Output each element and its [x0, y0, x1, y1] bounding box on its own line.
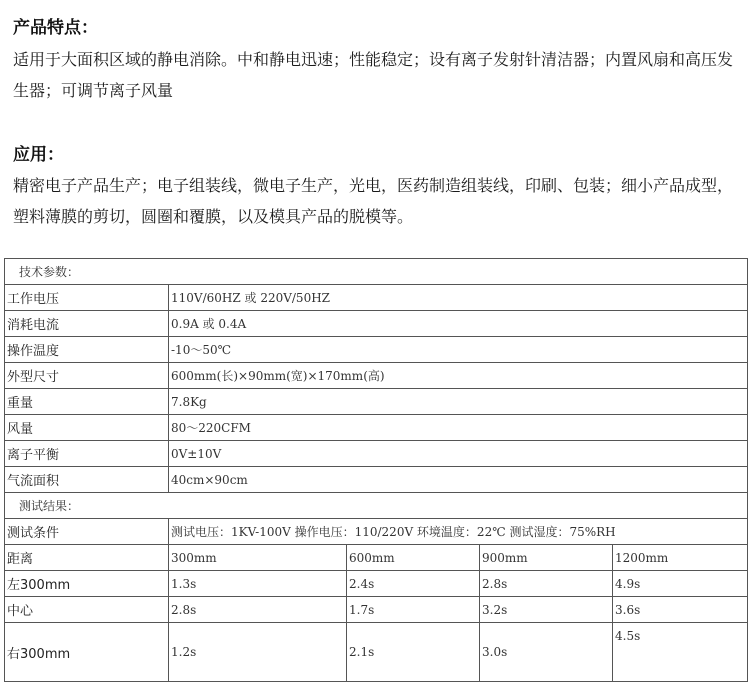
spec-value: 0V±10V [169, 441, 748, 467]
spec-label: 风量 [5, 415, 169, 441]
features-title: 产品特点： [13, 18, 98, 38]
result-cell: 2.8s [169, 597, 347, 623]
result-row [5, 571, 748, 597]
spec-table [4, 258, 748, 682]
spec-row [5, 311, 748, 337]
result-row [5, 623, 748, 682]
result-cell: 4.9s [613, 571, 748, 597]
distance-cell: 300mm [169, 545, 347, 571]
spec-label: 离子平衡 [5, 441, 169, 467]
result-cell: 2.4s [347, 571, 480, 597]
spec-value: 0.9A 或 0.4A [169, 311, 748, 337]
result-cell: 1.3s [169, 571, 347, 597]
spec-value: 110V/60HZ 或 220V/50HZ [169, 285, 748, 311]
spec-label: 工作电压 [5, 285, 169, 311]
result-cell: 1.2s [169, 623, 347, 682]
test-condition-value: 测试电压：1KV-100V 操作电压：110/220V 环境温度：22℃ 测试湿度：75%RH [169, 519, 748, 545]
result-cell: 3.2s [480, 597, 613, 623]
specs-header: 技术参数： [5, 259, 748, 285]
spec-label: 消耗电流 [5, 311, 169, 337]
spec-row [5, 415, 748, 441]
test-condition-row [5, 519, 748, 545]
result-cell: 3.6s [613, 597, 748, 623]
features-text: 适用于大面积区域的静电消除。中和静电迅速；性能稳定；设有离子发射针清洁器；内置风扇和高压发生器；可调节离子风量 [13, 50, 734, 100]
distance-row [5, 545, 748, 571]
applications-title: 应用： [13, 145, 64, 165]
result-cell: 1.7s [347, 597, 480, 623]
test-condition-label: 测试条件 [5, 519, 169, 545]
distance-cell: 600mm [347, 545, 480, 571]
spec-value: 600mm(长)×90mm(宽)×170mm(高) [169, 363, 748, 389]
result-cell: 2.1s [347, 623, 480, 682]
result-cell: 2.8s [480, 571, 613, 597]
spec-label: 外型尺寸 [5, 363, 169, 389]
spec-label: 操作温度 [5, 337, 169, 363]
distance-cell: 900mm [480, 545, 613, 571]
spec-value: 80～220CFM [169, 415, 748, 441]
distance-cell: 1200mm [613, 545, 748, 571]
result-label: 左300mm [5, 571, 169, 597]
result-cell: 3.0s [480, 623, 613, 682]
result-cell: 4.5s [613, 623, 748, 682]
result-row [5, 597, 748, 623]
spec-label: 气流面积 [5, 467, 169, 493]
spec-value: 7.8Kg [169, 389, 748, 415]
spec-value: 40cm×90cm [169, 467, 748, 493]
spec-value: -10～50℃ [169, 337, 748, 363]
applications-text: 精密电子产品生产；电子组装线，微电子生产，光电，医药制造组装线，印刷、包装；细小产品成型，塑料薄膜的剪切，圆圈和覆膜，以及模具产品的脱模等。 [13, 176, 734, 226]
spec-row [5, 389, 748, 415]
result-label: 右300mm [5, 623, 169, 682]
spec-label: 重量 [5, 389, 169, 415]
distance-label: 距离 [5, 545, 169, 571]
spec-row [5, 363, 748, 389]
spec-row [5, 441, 748, 467]
test-header: 测试结果： [5, 493, 748, 519]
spec-row [5, 337, 748, 363]
spec-row [5, 467, 748, 493]
result-label: 中心 [5, 597, 169, 623]
spec-row [5, 285, 748, 311]
